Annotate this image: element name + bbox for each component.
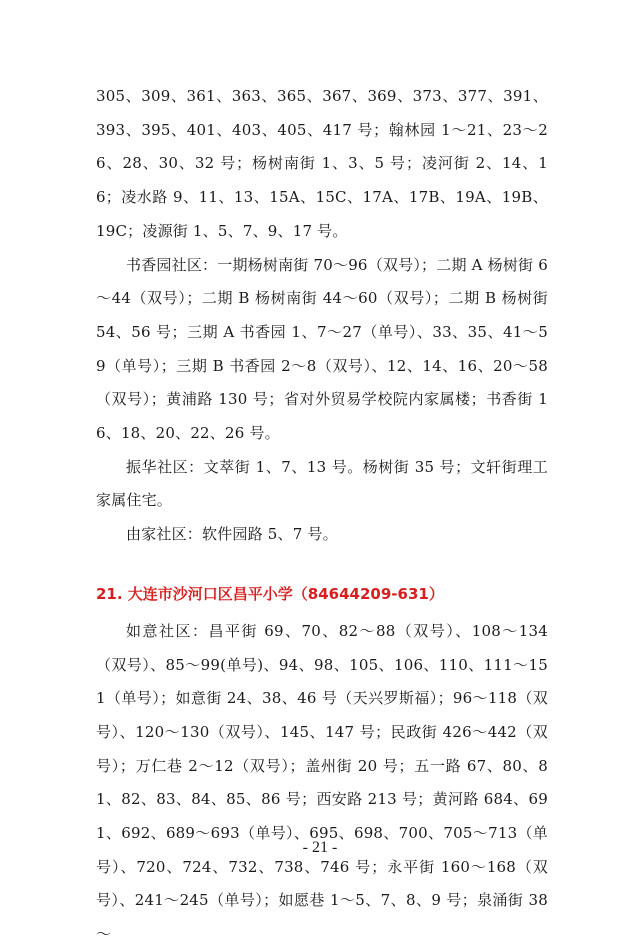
page-number: - 21 - xyxy=(302,839,338,856)
paragraph-shuxiangyuan-community: 书香园社区：一期杨树南街 70～96（双号）；二期 A 杨树街 6～44（双号）；二期 B 杨树南街 44～60（双号）；二期 B 杨树街 54、56 号；三期 A 书香园 1、7～27（单号）、33、35、41～59（单号）；三期 B 书香园 2～8（双号）、12、14、16、20～58（双号）；黄浦路 130 号；省对外贸易学校院内家属楼；书香街 16、18、20、22、26 号。 xyxy=(96,255,548,443)
paragraph-zhenhua-community: 振华社区：文萃街 1、7、13 号。杨树街 35 号；文轩街理工家属住宅。 xyxy=(96,457,548,510)
paragraph-address-continuation: 305、309、361、363、365、367、369、373、377、391、393、395、401、403、405、417 号；翰林园 1～21、23～26、28、30、32 号；杨树南街 1、3、5 号；凌河街 2、14、16；凌水路 9、11、13、15A、15C、17A、17B、19A、19B、19C；凌源街 1、5、7、9、17 号。 xyxy=(96,87,548,240)
section-heading-changping-school: 21. 大连市沙河口区昌平小学（84644209-631） xyxy=(96,584,444,603)
document-body xyxy=(96,80,548,952)
paragraph-youjia-community: 由家社区：软件园路 5、7 号。 xyxy=(126,525,338,544)
paragraph-ruyi-community: 如意社区：昌平街 69、70、82～88（双号）、108～134（双号）、85～99(单号)、94、98、105、106、110、111～151（单号）；如意街 24、38、46 号（天兴罗斯福）；96～118（双号）、120～130（双号）、145、147 号；民政街 426～442（双号）；万仁巷 2～12（双号）；盖州街 20 号；五一路 67、80、81、82、83、84、85、86 号；西安路 213 号；黄河路 684、691、692、689～693（单号）、695、698、700、705～713（单号）、720、724、732、738、746 号；永平街 160～168（双号）、241～245（单号）；如愿巷 1～5、7、8、9 号；泉涌街 38～ xyxy=(96,621,548,944)
